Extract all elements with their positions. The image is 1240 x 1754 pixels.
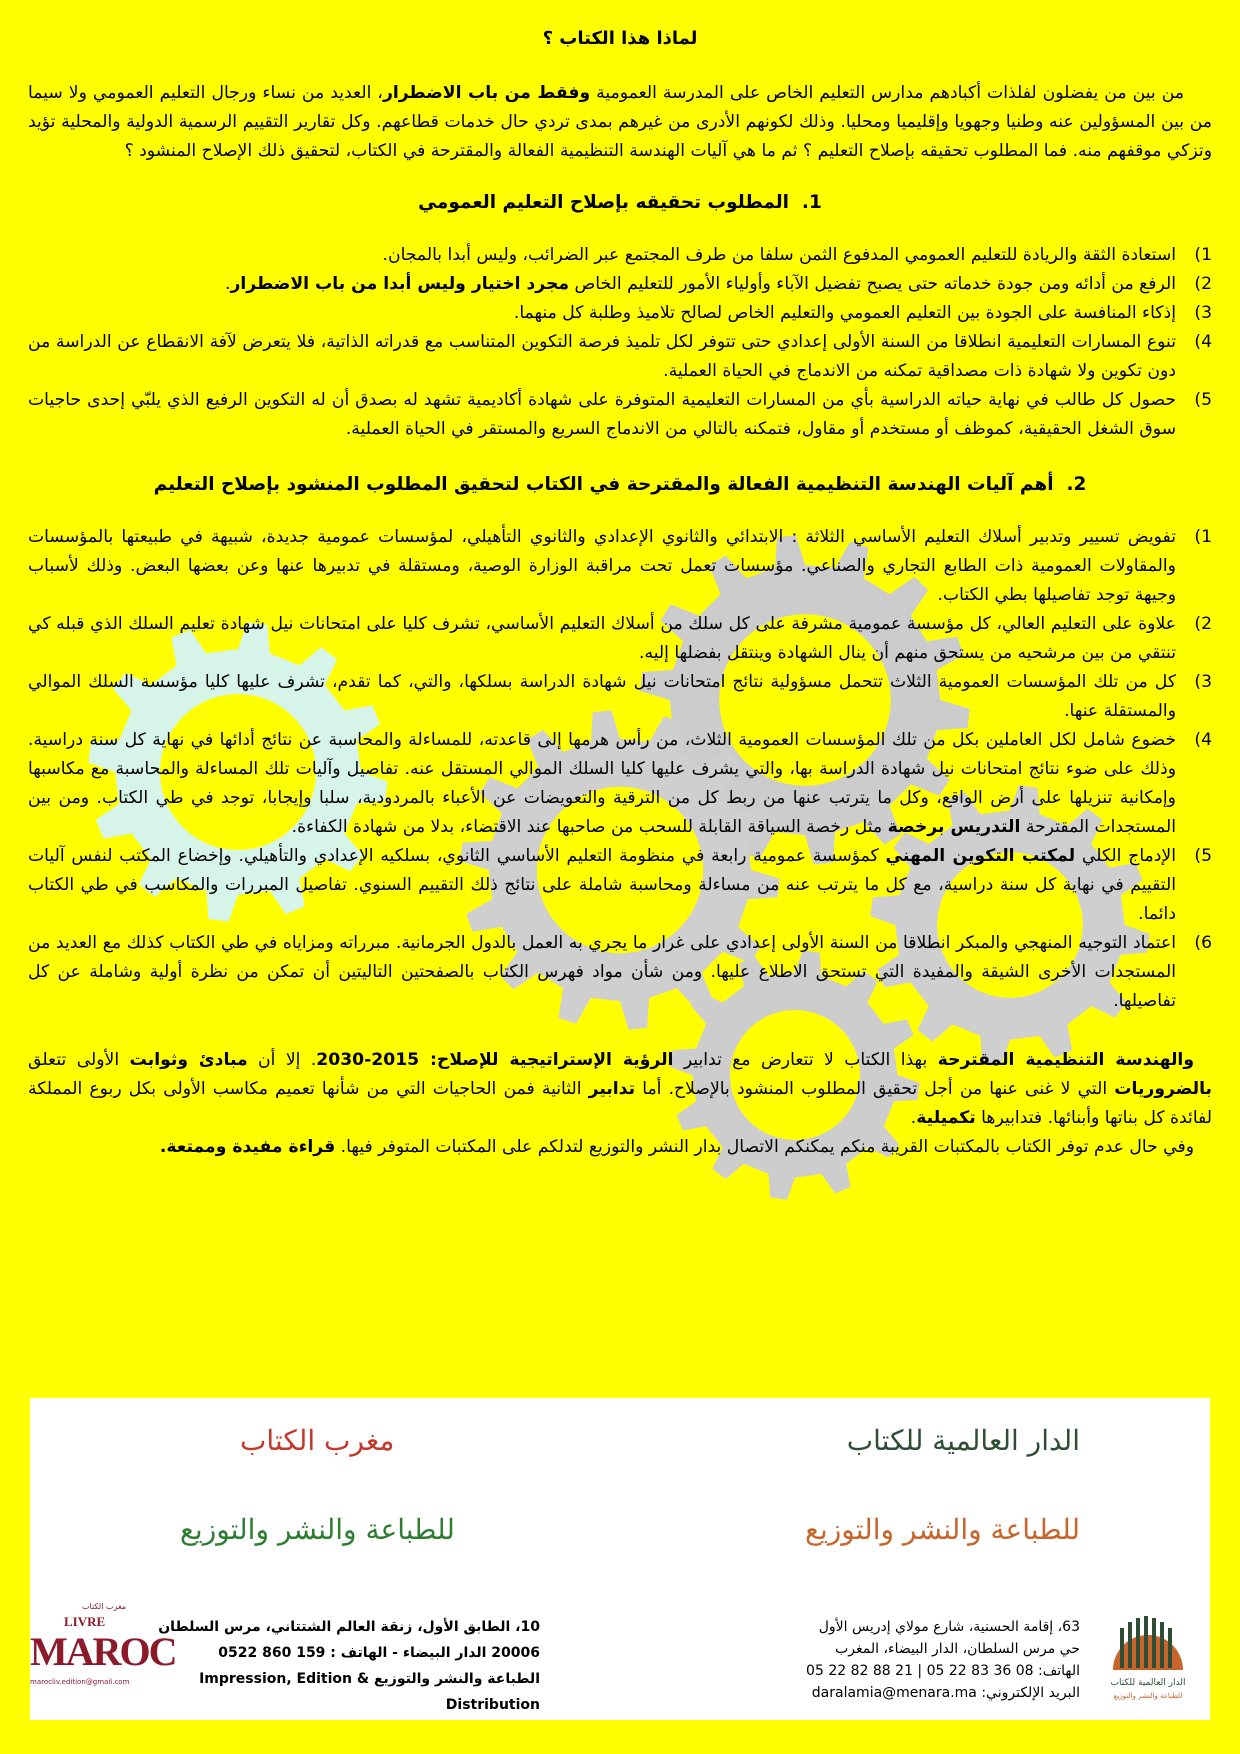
conclusion-paragraph-1 [28, 1046, 1212, 1133]
phone-line: 20006 الدار البيضاء - الهاتف : 159 860 0522 [218, 1645, 540, 1661]
intro-text-2: ، العديد من نساء ورجال التعليم العمومي ولا سيما من بين المسؤولين عنه وطنيا وجهويا وإقليميا ومحليا. وذلك لكونهم الأدرى من غيرهم بمدى تردي حال خدمات قطاعهم. وكل تقارير التقييم الرسمية الدولية والمحلية تؤيد وتزكي موقفهم منه. فما المطلوب تحقيقه بإصلاح التعليم ؟ ثم ما هي آليات الهندسة التنظيمية الفعالة والمقترحة في الكتاب، لتحقيق ذلك الإصلاح المنشود ؟ [28, 83, 1212, 161]
text-run: التي لا غنى عنها من أجل تحقيق المطلوب المنشود بالإصلاح. أما [635, 1079, 1115, 1099]
item-text: استعادة الثقة والريادة للتعليم العمومي المدفوع الثمن سلفا من طرف المجتمع عبر الضرائب، وليس أبدا بالمجان. [382, 245, 1176, 265]
conclusion-paragraph-2 [28, 1133, 1212, 1162]
email-line: البريد الإلكتروني: daralamia@menara.ma [811, 1685, 1080, 1701]
daralamia-logo-text: الدار العالمية للكتاب [1110, 1678, 1186, 1688]
publisher-footer [30, 1398, 1210, 1720]
section1-title: المطلوب تحقيقه بإصلاح التعليم العمومي [418, 192, 790, 213]
item-text: كمؤسسة عمومية رابعة في منظومة التعليم الأساسي الثانوي، بسلكيه الإعدادي والتأهيلي. وإخضاع المكتب لنفس آليات التقييم في نهاية كل سنة دراسية، مع كل ما يترتب عنه من مساءلة ومحاسبة شاملة على نتائج ذلك التقييم السنوي. تفاصيل المبررات والمكاسب في طي الكتاب دائما. [28, 846, 1176, 924]
list-item [28, 328, 1212, 386]
list-item [28, 842, 1212, 929]
list-item [28, 299, 1212, 328]
item-number: 3) [1194, 672, 1212, 692]
text-run: الأولى تتعلق [28, 1050, 130, 1070]
item-number: 5) [1194, 390, 1212, 410]
right-publisher-subtitle: للطباعة والنشر والتوزيع [805, 1513, 1080, 1546]
text-run: بهذا الكتاب لا تتعارض مع تدابير [673, 1050, 938, 1070]
left-publisher-subtitle: للطباعة والنشر والتوزيع [180, 1513, 455, 1546]
list-item [28, 668, 1212, 726]
intro-text-1: من بين من يفضلون لفلذات أكبادهم مدارس التعليم الخاص على المدرسة العمومية [590, 83, 1184, 103]
item-number: 5) [1194, 846, 1212, 866]
livre-maroc-logo-arabic: مغرب الكتاب [82, 1602, 127, 1611]
right-publisher-name: الدار العالمية للكتاب [846, 1424, 1080, 1457]
bold-phrase: مبادئ وثوابت [129, 1050, 248, 1070]
item-number: 1) [1194, 527, 1212, 547]
item-number: 4) [1194, 730, 1212, 750]
item-text: . [225, 274, 231, 294]
bold-phrase: بالضروريات [1114, 1079, 1212, 1099]
section1-number: 1. [801, 192, 822, 213]
daralamia-logo [1098, 1610, 1198, 1710]
livre-maroc-logo-word2: MAROC [30, 1629, 176, 1674]
bold-phrase: تدابير [588, 1079, 636, 1099]
item-text: إذكاء المنافسة على الجودة بين التعليم العمومي والتعليم الخاص لصالح تلاميذ وطلبة كل منهما. [513, 303, 1176, 323]
bold-phrase: والهندسة التنظيمية المقترحة [937, 1050, 1195, 1070]
intro-bold: وفقط من باب الاضطرار [382, 83, 591, 103]
list-item [28, 270, 1212, 299]
text-run: . إلا أن [247, 1050, 317, 1070]
item-text: تفويض تسيير وتدبير أسلاك التعليم الأساسي الثلاثة : الابتدائي والثانوي الإعدادي والثانوي التأهيلي، لمؤسسات عمومية جديدة، شبيهة في طبيعتها بالمؤسسات والمقاولات العمومية ذات الطابع التجاري والصناعي. مؤسسات تعمل تحت مراقبة الوزارة الوصية، ومستقلة في تدبيرها عنها وعن بعضها البعض. وذلك لأسباب وجيهة توجد تفاصيلها بطي الكتاب. [28, 527, 1176, 605]
left-address-block [120, 1614, 540, 1718]
conclusion [28, 1046, 1212, 1162]
item-number: 4) [1194, 332, 1212, 352]
list-item [28, 929, 1212, 1016]
text-run: وفي حال عدم توفر الكتاب بالمكتبات القريبة منكم يمكنكم الاتصال بدار النشر والتوزيع لتدلكم على المكتبات المتوفر فيها. [335, 1137, 1194, 1157]
item-number: 1) [1194, 245, 1212, 265]
tagline-line: الطباعة والنشر والتوزيع Impression, Edition & Distribution [199, 1671, 540, 1713]
bold-phrase: قراءة مفيدة وممتعة. [159, 1137, 336, 1157]
daralamia-logo-subtext: للطباعة والنشر والتوزيع [1113, 1692, 1183, 1700]
item-bold: لمكتب التكوين المهني [885, 846, 1076, 866]
list-item [28, 610, 1212, 668]
phone-line: الهاتف: 08 36 83 22 05 | 21 88 82 22 05 [806, 1663, 1080, 1679]
text-run: . [910, 1108, 917, 1128]
address-line: 63، إقامة الحسنية، شارع مولاي إدريس الأول [818, 1619, 1080, 1635]
address-line: حي مرس السلطان، الدار البيضاء، المغرب [835, 1641, 1080, 1657]
item-number: 6) [1194, 933, 1212, 953]
page-title: لماذا هذا الكتاب ؟ [542, 28, 698, 49]
item-text: علاوة على التعليم العالي، كل مؤسسة عمومية مشرفة على كل سلك من أسلاك التعليم الأساسي، تشرف كليا على امتحانات نيل شهادة تعليم السلك الذي قبله كي تنتقي من بين مرشحيه من يستحق منهم أن ينال الشهادة وينتقل بفضلها إليه. [28, 614, 1176, 663]
right-address-block [680, 1616, 1080, 1704]
item-text: تنوع المسارات التعليمية انطلاقا من السنة الأولى إعدادي حتى تتوفر لكل تلميذ فرصة التكوين المتناسب مع قدراته الذاتية، فلا يتعرض لآفة الانقطاع عن الدراسة من دون تكوين ولا شهادة ذات مصداقية تمكنه من الاندماج في الحياة العملية. [28, 332, 1176, 381]
section1-heading [28, 192, 1212, 213]
text-run: الثانية فمن الحاجيات التي من شأنها تعميم مكاسب الأولى بكل ربوع المملكة لفائدة كل بناتها وأبنائها. فتدابيرها [28, 1079, 1212, 1128]
item-text: خضوع شامل لكل العاملين بكل من تلك المؤسسات العمومية الثلاث، من رأس هرمها إلى قاعدته، للمساءلة والمحاسبة عن نتائج أدائها في نهاية كل سنة دراسية. وذلك على ضوء نتائج امتحانات نيل شهادة الدراسة بها، والتي يشرف عليها كليا السلك الموالي المستقل عنه. تفاصيل وآليات تلك المساءلة والمحاسبة مع مكاسبها وإمكانية تنزيلها على أرض الواقع، وكل ما يترتب عنها من ربط كل من الترقية والتعويضات عن الأعباء بالمردودية، سلبا وإيجابا، توجد في طي الكتاب. ومن بين المستجدات المقترحة [28, 730, 1176, 837]
section1-list [28, 241, 1212, 444]
list-item [28, 726, 1212, 842]
left-publisher-name: مغرب الكتاب [240, 1424, 395, 1457]
item-number: 2) [1194, 614, 1212, 634]
bold-phrase: الرؤية الإستراتيجية للإصلاح: 2015-2030 [316, 1050, 674, 1070]
list-item [28, 523, 1212, 610]
item-bold: مجرد اختيار وليس أبدا من باب الاضطرار [230, 274, 570, 294]
intro-paragraph [28, 79, 1212, 166]
livre-maroc-email: marocliv.edition@gmail.com [30, 1678, 130, 1686]
item-text: الرفع من أدائه ومن جودة خدماته حتى يصبح تفضيل الآباء وأولياء الأمور للتعليم الخاص [569, 274, 1176, 294]
section2-number: 2. [1066, 474, 1087, 495]
list-item [28, 386, 1212, 444]
item-number: 3) [1194, 303, 1212, 323]
bold-phrase: تكميلية [916, 1108, 976, 1128]
livre-maroc-logo-word1: LIVRE [64, 1614, 106, 1629]
item-text: حصول كل طالب في نهاية حياته الدراسية بأي من المسارات التعليمية المتوفرة على شهادة أكاديمية تشهد له بصدق أن له التكوين الرفيع الذي يلبّي إحدى حاجيات سوق الشغل الحقيقية، كموظف أو مستخدم أو مقاول، فتمكنه بالتالي من الاندماج السريع والمستقر في الحياة العملية. [28, 390, 1176, 439]
document-body [28, 24, 1212, 1162]
section2-title: أهم آليات الهندسة التنظيمية الفعالة والمقترحة في الكتاب لتحقيق المطلوب المنشود بإصلاح التعليم [153, 474, 1054, 495]
item-text: مثل رخصة السياقة القابلة للسحب من صاحبها عند الاقتضاء، بدلا من شهادة الكفاءة. [291, 817, 888, 837]
address-line: 10، الطابق الأول، زنقة العالم الشتتاني، مرس السلطان [158, 1619, 540, 1635]
section2-heading [28, 474, 1212, 495]
item-text: كل من تلك المؤسسات العمومية الثلاث تتحمل مسؤولية نتائج امتحانات نيل شهادة الدراسة بسلكها، والتي، كما تقدم، تشرف عليها كليا مؤسسة السلك الموالي والمستقلة عنها. [28, 672, 1176, 721]
item-text: اعتماد التوجيه المنهجي والمبكر انطلاقا من السنة الأولى إعدادي على غرار ما يجري به العمل بالدول الجرمانية. مبرراته ومزاياه في طي الكتاب كذلك مع العديد من المستجدات الأخرى الشيقة والمفيدة التي تستحق الاطلاع عليها. ومن شأن مواد فهرس الكتاب بالصفحتين التاليتين أن تمكن من نظرة أولية وشاملة عن كل تفاصيلها. [28, 933, 1176, 1011]
item-number: 2) [1194, 274, 1212, 294]
section2-list [28, 523, 1212, 1016]
item-bold: التدريس برخصة [887, 817, 1021, 837]
item-text: الإدماج الكلي [1075, 846, 1176, 866]
list-item [28, 241, 1212, 270]
